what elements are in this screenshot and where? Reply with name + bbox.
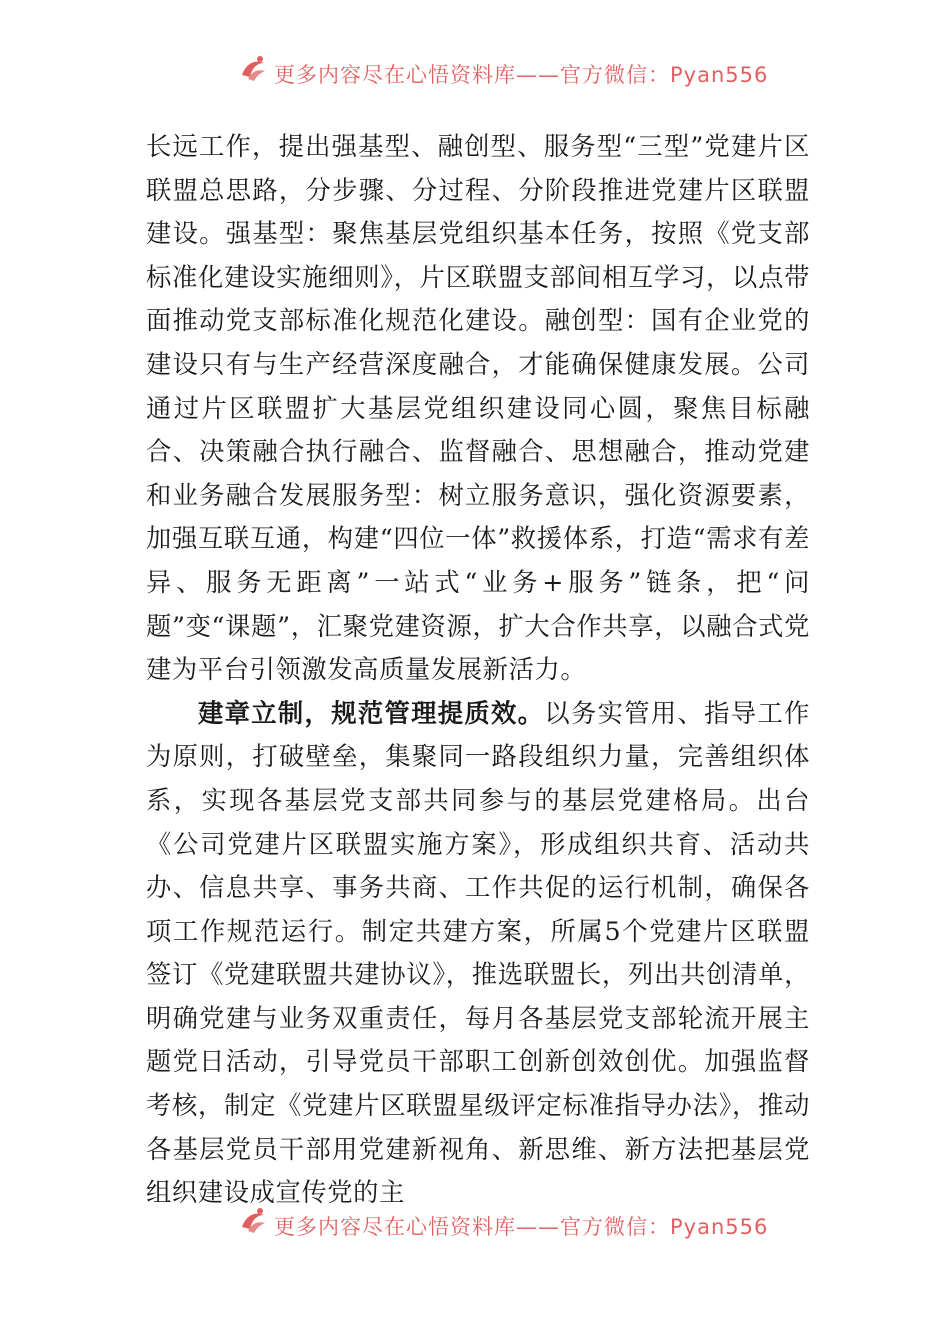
document-body [146, 125, 810, 1215]
watermark-footer [0, 1200, 950, 1240]
paragraph-2-lead: 建章立制，规范管理提质效。 [198, 697, 545, 728]
paragraph-2 [146, 692, 810, 1215]
watermark-text: 更多内容尽在心悟资料库——官方微信：Pyan556 [274, 1215, 769, 1239]
watermark-text: 更多内容尽在心悟资料库——官方微信：Pyan556 [274, 63, 769, 87]
paragraph-2-text: 以务实管用、指导工作为原则，打破壁垒，集聚同一路段组织力量，完善组织体系，实现各基层党支部共同参与的基层党建格局。出台《公司党建片区联盟实施方案》，形成组织共育、活动共办、信息共享、事务共商、工作共促的运行机制，确保各项工作规范运行。制定共建方案，所属5个党建片区联盟签订《党建联盟共建协议》，推选联盟长，列出共创清单，明确党建与业务双重责任，每月各基层党支部轮流开展主题党日活动，引导党员干部职工创新创效创优。加强监督考核，制定《党建片区联盟星级评定标准指导办法》，推动各基层党员干部用党建新视角、新思维、新方法把基层党组织建设成宣传党的主 [146, 698, 810, 1208]
paragraph-1: 长远工作，提出强基型、融创型、服务型“三型”党建片区联盟总思路，分步骤、分过程、分阶段推进党建片区联盟建设。强基型：聚焦基层党组织基本任务，按照《党支部标准化建设实施细则》，片区联盟支部间相互学习，以点带面推动党支部标准化规范化建设。融创型：国有企业党的建设只有与生产经营深度融合，才能确保健康发展。公司通过片区联盟扩大基层党组织建设同心圆，聚焦目标融合、决策融合执行融合、监督融合、思想融合，推动党建和业务融合发展服务型：树立服务意识，强化资源要素，加强互联互通，构建“四位一体”救援体系，打造“需求有差异、服务无距离”一站式“业务+服务”链条，把“问题”变“课题”，汇聚党建资源，扩大合作共享，以融合式党建为平台引领激发高质量发展新活力。 [146, 132, 810, 685]
brand-logo-icon [238, 1205, 268, 1235]
brand-logo-icon [238, 53, 268, 83]
watermark-header [0, 48, 950, 88]
